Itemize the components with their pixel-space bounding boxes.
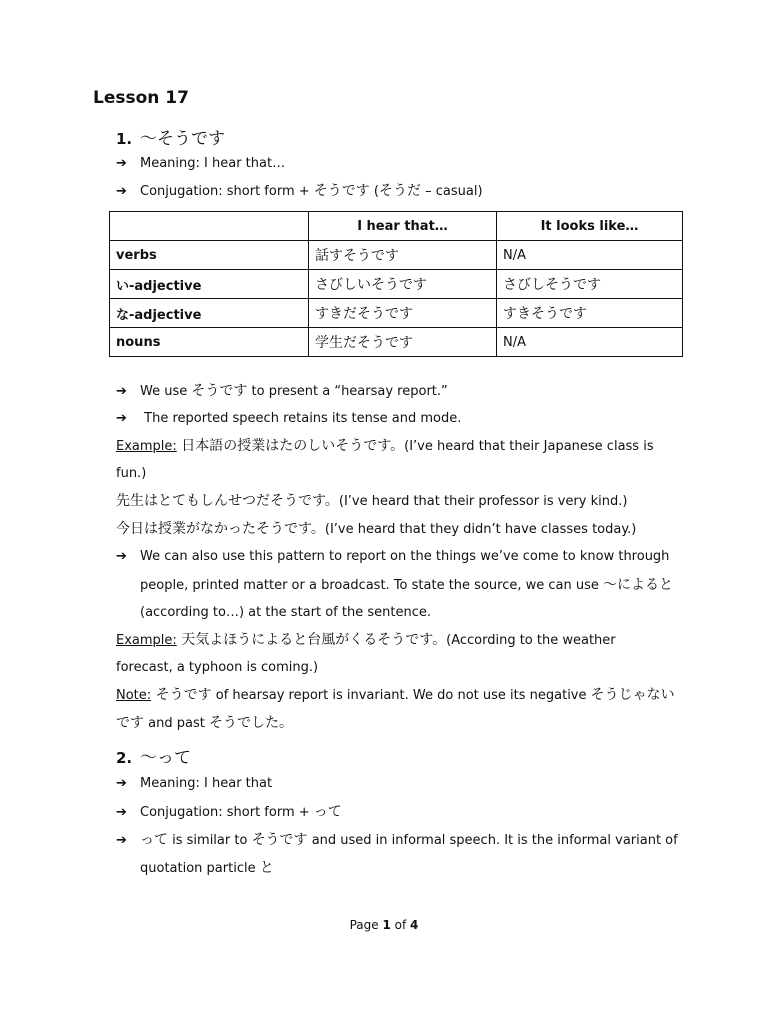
table-cell: さびしそうです [497, 270, 683, 299]
meaning-text: Meaning: I hear that [140, 776, 273, 791]
bullet-also [116, 548, 669, 566]
body-jp: 〜によると [603, 577, 673, 593]
table-cell: 話すそうです [309, 241, 497, 270]
meaning-text: Meaning: I hear that… [140, 156, 286, 171]
row-label: nouns [110, 328, 309, 357]
table-header-cell: I hear that… [309, 212, 497, 241]
body-text: and used in informal speech. It is the informal variant of [307, 833, 678, 848]
conjugation-table [109, 211, 683, 357]
body-text: to present a “hearsay report.” [247, 384, 448, 399]
example-jp: 今日は授業がなかったそうです。 [116, 521, 325, 537]
bullet-use [116, 382, 448, 401]
example-4 [116, 631, 616, 650]
body-text: quotation particle [140, 861, 260, 876]
conj-jp: そうです [313, 183, 370, 199]
arrow-right-icon: ➔ [116, 833, 127, 848]
example-1 [116, 437, 654, 456]
note-jp: そうです [151, 687, 212, 703]
conjugation-line-2 [116, 803, 342, 822]
example-en: (I’ve heard that their professor is very kind.) [338, 494, 628, 509]
meaning-line-2 [116, 775, 272, 793]
arrow-right-icon: ➔ [116, 549, 127, 564]
bullet-similar-cont [140, 859, 274, 878]
body-text: We can also use this pattern to report on the things we’ve come to know through [140, 549, 670, 564]
example-2 [116, 492, 627, 511]
row-label: verbs [110, 241, 309, 270]
note-jp: です [116, 715, 144, 731]
example-jp: 天気よほうによると台風がくるそうです。 [176, 632, 447, 648]
footer-text: Page [349, 918, 383, 932]
page-footer [0, 918, 768, 932]
table-row [110, 241, 683, 270]
example-en: fun.) [116, 466, 147, 481]
body-jp: そうです [251, 832, 308, 848]
table-cell: 学生だそうです [309, 328, 497, 357]
arrow-right-icon: ➔ [116, 805, 127, 820]
meaning-line-1 [116, 155, 285, 173]
row-label: な-adjective [110, 299, 309, 328]
total-pages-number: 4 [410, 918, 419, 932]
section-1-number: 1. [116, 130, 133, 148]
example-en: (I’ve heard that they didn’t have classes today.) [324, 522, 637, 537]
note-line-cont [116, 714, 293, 733]
table-cell: すきそうです [497, 299, 683, 328]
arrow-right-icon: ➔ [116, 184, 127, 199]
table-cell: N/A [497, 241, 683, 270]
table-header-cell: It looks like… [497, 212, 683, 241]
body-text: is similar to [168, 833, 252, 848]
table-row [110, 270, 683, 299]
current-page-number: 1 [382, 918, 391, 932]
conj-text: ( [369, 184, 379, 199]
body-text: people, printed matter or a broadcast. To state the source, we can use [140, 578, 603, 593]
example-en: (According to the weather [446, 633, 616, 648]
footer-text: of [390, 918, 411, 932]
body-text: (according to…) at the start of the sentence. [140, 605, 431, 620]
example-4-cont [116, 659, 318, 677]
example-1-cont [116, 465, 146, 483]
section-2-heading [116, 743, 191, 768]
section-2-title: 〜って [140, 748, 191, 768]
arrow-right-icon: ➔ [116, 776, 127, 791]
body-text: The reported speech retains its tense and mode. [140, 411, 462, 426]
note-label: Note: [116, 688, 152, 703]
example-label: Example: [116, 633, 177, 648]
section-2-number: 2. [116, 749, 133, 767]
example-en: forecast, a typhoon is coming.) [116, 660, 319, 675]
table-row [110, 328, 683, 357]
example-jp: 先生はとてもしんせつだそうです。 [116, 493, 339, 509]
note-jp: そうじゃない [590, 687, 675, 703]
bullet-also-cont [140, 576, 673, 595]
body-jp: そうです [191, 383, 248, 399]
conj-text: Conjugation: short form + [140, 805, 314, 820]
note-text: and past [144, 716, 209, 731]
conj-jp: って [313, 804, 342, 820]
body-jp: って [140, 832, 168, 848]
conjugation-line-1 [116, 182, 483, 201]
bullet-also-cont [140, 604, 431, 622]
example-en: (I’ve heard that their Japanese class is [404, 439, 654, 454]
conj-text: – casual) [420, 184, 483, 199]
table-cell: すきだそうです [309, 299, 497, 328]
table-header-cell [110, 212, 309, 241]
table-header-row [110, 212, 683, 241]
table-cell: さびしいそうです [309, 270, 497, 299]
conj-text: Conjugation: short form + [140, 184, 314, 199]
bullet-similar [116, 831, 678, 850]
note-text: of hearsay report is invariant. We do not use its negative [211, 688, 591, 703]
table-cell: N/A [497, 328, 683, 357]
conj-jp: そうだ [378, 183, 421, 199]
note-jp: そうでした。 [208, 715, 293, 731]
lesson-title: Lesson 17 [93, 88, 189, 108]
row-label: い-adjective [110, 270, 309, 299]
section-1-heading [116, 124, 225, 149]
table-row [110, 299, 683, 328]
arrow-right-icon: ➔ [116, 156, 127, 171]
body-jp: と [259, 860, 274, 876]
example-label: Example: [116, 439, 177, 454]
example-3 [116, 520, 636, 539]
arrow-right-icon: ➔ [116, 411, 127, 426]
note-line [116, 686, 675, 705]
example-jp: 日本語の授業はたのしいそうです。 [176, 438, 405, 454]
arrow-right-icon: ➔ [116, 384, 127, 399]
bullet-retain [116, 410, 461, 428]
body-text: We use [140, 384, 192, 399]
section-1-title: 〜そうです [140, 129, 225, 149]
